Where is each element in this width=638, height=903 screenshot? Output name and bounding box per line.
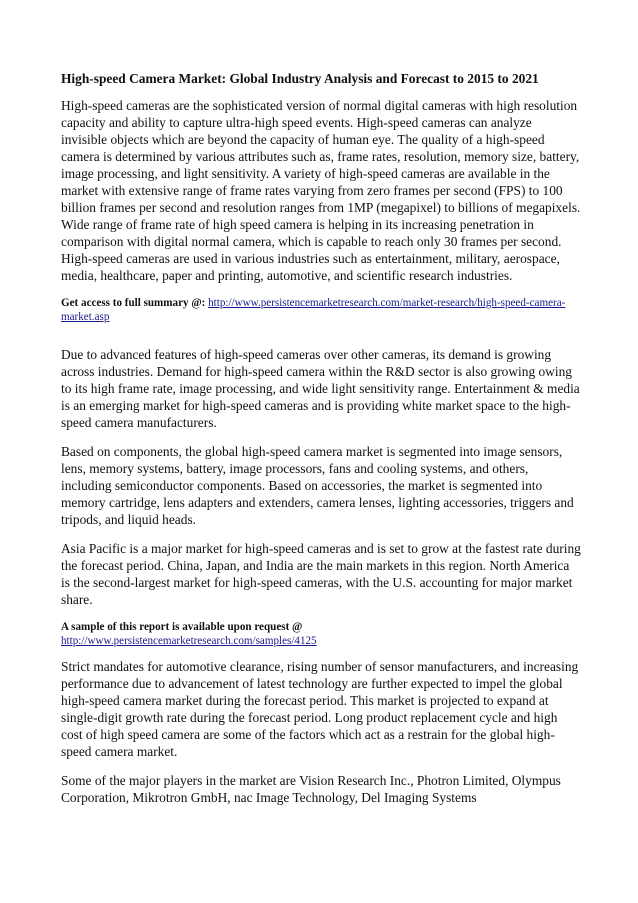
paragraph-demand: Due to advanced features of high-speed cameras over other cameras, its demand is growing across industries. Demand for high-speed camera within the R&D sector is also growing owing to its high frame rate, image processing, and wide light sensitivity range. Entertainment & media is an emerging market for high-speed cameras and is providing white market space to the high-speed camera manufacturers.: [61, 347, 580, 430]
paragraph-segmentation: Based on components, the global high-speed camera market is segmented into image sensors, lens, memory systems, battery, image processors, fans and cooling systems, and others, including semiconductor components. Based on accessories, the market is segmented into memory cartridge, lens adapters and extenders, camera lenses, lighting accessories, triggers and tripods, and liquid heads.: [61, 444, 574, 527]
document-page: [61, 70, 581, 806]
sample-link-label: A sample of this report is available upon request @: [61, 621, 303, 633]
summary-link-label: Get access to full summary @:: [61, 297, 206, 309]
paragraph-intro: High-speed cameras are the sophisticated version of normal digital cameras with high resolution capacity and ability to capture ultra-high speed events. High-speed cameras can analyze invisible objects which are beyond the capacity of human eye. The quality of a high-speed camera is determined by various attributes such as, frame rates, resolution, memory size, battery, image processing, and light sensitivity. A variety of high-speed cameras are available in the market with extensive range of frame rates varying from zero frames per second (FPS) to 100 billion frames per second and resolution ranges from 1MP (megapixel) to billions of megapixels. Wide range of frame rate of high speed camera is helping in its increasing penetration in comparison with digital normal camera, which is capable to reach only 30 frames per second. High-speed cameras are used in various industries such as entertainment, military, aerospace, media, healthcare, paper and printing, automotive, and scientific research industries.: [61, 98, 581, 283]
summary-link[interactable]: http://www.persistencemarketresearch.com/market-research/high-speed-camera-market.asp: [61, 297, 566, 323]
paragraph-players: Some of the major players in the market are Vision Research Inc., Photron Limited, Olympus Corporation, Mikrotron GmbH, nac Image Technology, Del Imaging Systems: [61, 773, 561, 805]
paragraph-regions: Asia Pacific is a major market for high-speed cameras and is set to grow at the fastest rate during the forecast period. China, Japan, and India are the main markets in this region. North America is the second-largest market for high-speed cameras, with the U.S. accounting for major market share.: [61, 541, 581, 607]
document-title: High-speed Camera Market: Global Industry Analysis and Forecast to 2015 to 2021: [61, 71, 539, 86]
sample-link[interactable]: http://www.persistencemarketresearch.com/samples/4125: [61, 635, 317, 647]
paragraph-drivers: Strict mandates for automotive clearance, rising number of sensor manufacturers, and increasing performance due to advancement of latest technology are further expected to impel the global high-speed camera market during the forecast period. This market is projected to expand at single-digit growth rate during the forecast period. Long product replacement cycle and high cost of high speed camera are some of the factors which act as a restrain for the global high-speed camera market.: [61, 659, 579, 759]
summary-link-block: [61, 296, 581, 324]
sample-link-block: [61, 620, 581, 648]
